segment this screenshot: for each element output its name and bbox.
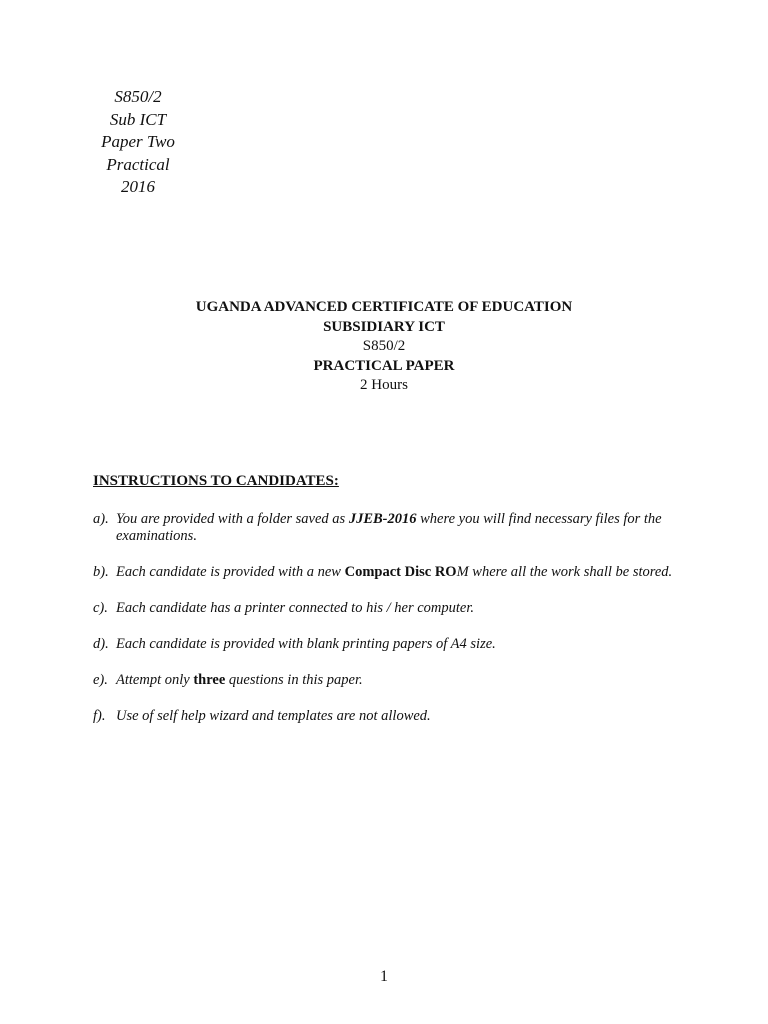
instruction-marker: b). <box>93 564 109 580</box>
question-count: three <box>193 672 226 688</box>
exam-subject-title: SUBSIDIARY ICT <box>323 318 445 335</box>
instruction-item <box>93 511 683 545</box>
media-name: Compact Disc RO <box>344 564 457 580</box>
instructions-list <box>93 511 683 725</box>
instruction-text: Each candidate is provided with blank printing papers of A4 size. <box>116 636 496 652</box>
instruction-marker: f). <box>93 708 106 724</box>
paper-number: Paper Two <box>101 132 175 151</box>
exam-board-title: UGANDA ADVANCED CERTIFICATE OF EDUCATION <box>195 299 573 315</box>
instruction-text: Use of self help wizard and templates are not allowed. <box>116 708 431 724</box>
instruction-text: Each candidate has a printer connected to his / her computer. <box>116 600 475 616</box>
instruction-text: Attempt only <box>116 672 194 688</box>
subject-name: Sub ICT <box>109 109 167 129</box>
paper-type: Practical <box>106 154 170 174</box>
paper-year: 2016 <box>121 177 155 196</box>
instruction-item <box>93 600 683 617</box>
instruction-marker: d). <box>93 636 109 652</box>
cover-details <box>88 86 188 199</box>
instruction-marker: a). <box>93 511 109 527</box>
paper-code: S850/2 <box>114 87 162 106</box>
instruction-text: M where all the work shall be stored. <box>456 564 673 580</box>
instruction-text: Each candidate is provided with a new <box>116 564 345 580</box>
exam-code: S850/2 <box>362 338 406 354</box>
folder-name: JJEB-2016 <box>348 511 417 527</box>
instruction-text: where you will find necessary files for the examinations. <box>116 511 662 544</box>
instruction-item <box>93 672 683 689</box>
exam-paper-title: PRACTICAL PAPER <box>313 357 455 374</box>
instruction-item <box>93 564 683 581</box>
exam-duration: 2 Hours <box>360 377 408 393</box>
instruction-marker: c). <box>93 600 108 616</box>
instruction-item <box>93 708 683 725</box>
instruction-text: questions in this paper. <box>225 672 363 688</box>
instruction-text: You are provided with a folder saved as <box>116 511 349 527</box>
page-number: 1 <box>380 968 388 985</box>
instruction-item <box>93 636 683 653</box>
instruction-marker: e). <box>93 672 108 688</box>
instructions-heading: INSTRUCTIONS TO CANDIDATES: <box>93 473 339 489</box>
exam-title-block <box>0 298 768 396</box>
